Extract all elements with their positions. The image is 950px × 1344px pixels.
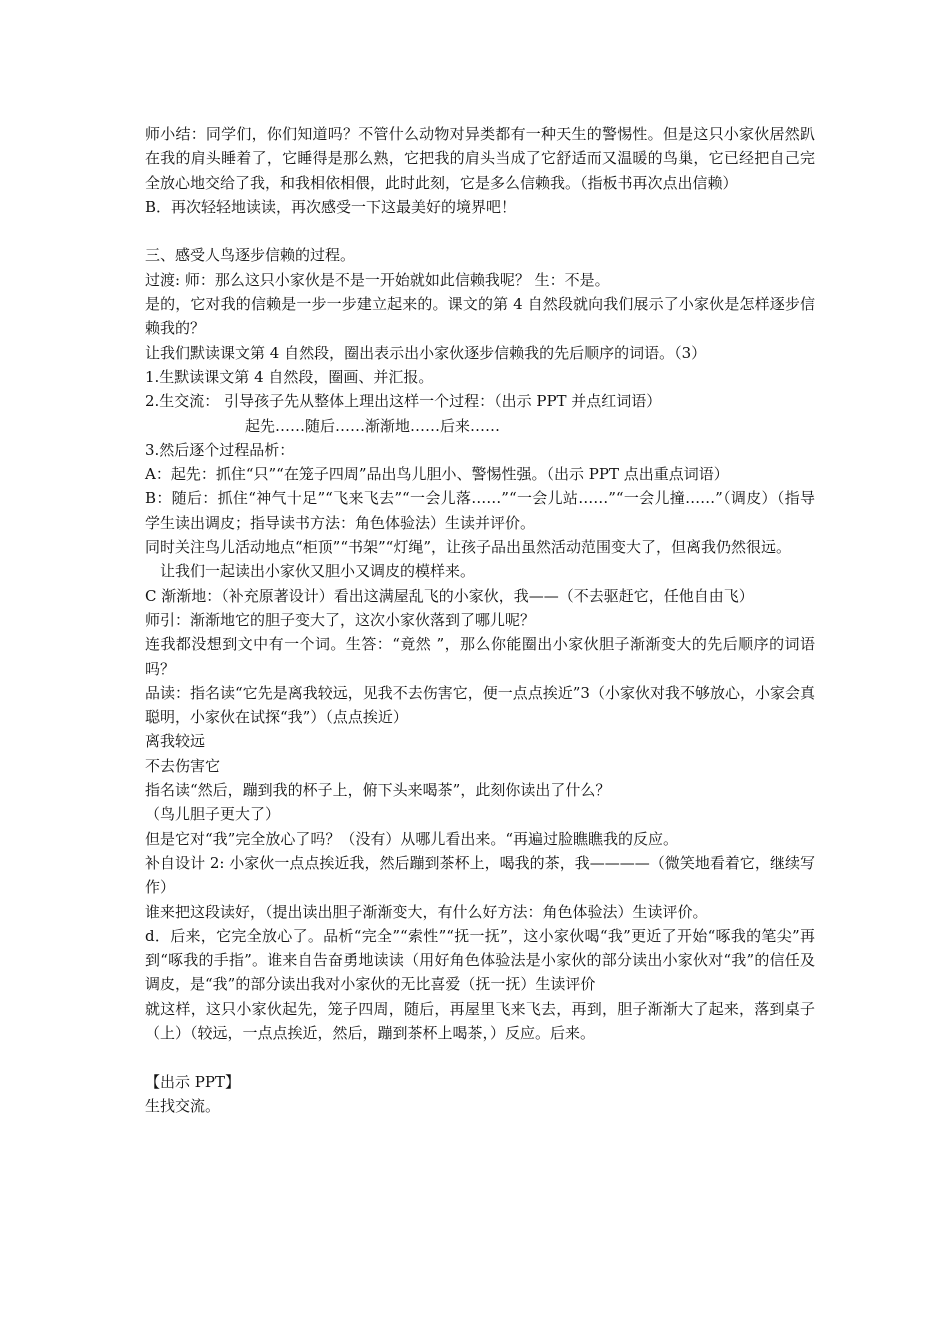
paragraph: A：起先：抓住“只”“在笼子四周”品出鸟儿胆小、警惕性强。（出示 PPT 点出重点词语） — [145, 465, 729, 484]
paragraph: 不去伤害它 — [145, 756, 221, 775]
paragraph: 是的，它对我的信赖是一步一步建立起来的。课文的第 4 自然段就向我们展示了小家伙是怎样逐步信赖我的？ — [145, 295, 815, 338]
paragraph: 生找交流。 — [145, 1096, 221, 1115]
paragraph: 三、感受人鸟逐步信赖的过程。 — [145, 246, 356, 265]
document-page — [145, 122, 815, 1118]
paragraph: B．再次轻轻地读读，再次感受一下这最美好的境界吧！ — [145, 197, 517, 216]
paragraph: 【出示 PPT】 — [145, 1072, 240, 1091]
paragraph: 1.生默读课文第 4 自然段，圈画、并汇报。 — [145, 367, 434, 386]
paragraph: 指名读“然后，蹦到我的杯子上，俯下头来喝茶”，此刻你读出了什么？ — [145, 781, 611, 800]
paragraph: C 渐渐地：（补充原著设计）看出这满屋乱飞的小家伙，我——（不去驱赶它，任他自由飞） — [145, 586, 754, 605]
paragraph: d．后来，它完全放心了。品析“完全”“索性”“抚一抚”，这小家伙喝“我”更近了开始“啄我的笔尖”再到“啄我的手指”。谁来自告奋勇地读读（用好角色体验法是小家伙的部分读出小家伙对“我”的信任及调皮，是“我”的部分读出我对小家伙的无比喜爱（抚一抚）生读评价 — [145, 926, 815, 994]
paragraph: 补自设计 2: 小家伙一点点挨近我，然后蹦到茶杯上，喝我的茶，我————（微笑地看着它，继续写作） — [145, 853, 815, 897]
paragraph: 师引：渐渐地它的胆子变大了，这次小家伙落到了哪儿呢？ — [145, 610, 536, 629]
paragraph: 2.生交流： 引导孩子先从整体上理出这样一个过程：（出示 PPT 并点红词语） — [145, 392, 662, 411]
blank-line — [145, 219, 815, 243]
paragraph: 起先……随后……渐渐地……后来…… — [245, 416, 501, 435]
paragraph: 但是它对“我”完全放心了吗？（没有）从哪儿看出来。“再遍过脸瞧瞧我的反应。 — [145, 829, 679, 848]
paragraph: B：随后：抓住“神气十足”“飞来飞去”“一会儿落……”“一会儿站……”“一会儿撞……”（调皮）（指导学生读出调皮；指导读书方法：角色体验法）生读并评价。 — [145, 489, 815, 532]
paragraph: 师小结：同学们，你们知道吗？不管什么动物对异类都有一种天生的警惕性。但是这只小家伙居然趴在我的肩头睡着了，它睡得是那么熟，它把我的肩头当成了它舒适而又温暖的鸟巢，它已经把自己完全放心地交给了我，和我相依相偎，此时此刻，它是多么信赖我。（指板书再次点出信赖） — [145, 125, 815, 192]
paragraph: 让我们一起读出小家伙又胆小又调皮的模样来。 — [160, 562, 476, 581]
paragraph: 连我都没想到文中有一个词。生答：“竟然 ”，那么你能圈出小家伙胆子渐渐变大的先后顺序的词语吗？ — [145, 635, 815, 678]
paragraph: （鸟儿胆子更大了） — [145, 805, 281, 824]
paragraph: 过渡: 师：那么这只小家伙是不是一开始就如此信赖我呢？ 生：不是。 — [145, 270, 610, 289]
paragraph: 同时关注鸟儿活动地点“柜顶”“书架”“灯绳”，让孩子品出虽然活动范围变大了，但离我仍然很远。 — [145, 538, 792, 557]
blank-line — [145, 1045, 815, 1069]
paragraph: 离我较远 — [145, 732, 206, 751]
paragraph: 谁来把这段读好，（提出读出胆子渐渐变大，有什么好方法：角色体验法）生读评价。 — [145, 902, 708, 921]
paragraph: 就这样，这只小家伙起先，笼子四周，随后，再屋里飞来飞去，再到，胆子渐渐大了起来，落到桌子（上）（较远，一点点挨近，然后，蹦到茶杯上喝茶，）反应。后来。 — [145, 999, 815, 1042]
paragraph: 让我们默读课文第 4 自然段，圈出表示出小家伙逐步信赖我的先后顺序的词语。（3） — [145, 343, 707, 362]
paragraph: 3.然后逐个过程品析： — [145, 440, 295, 459]
paragraph: 品读：指名读“它先是离我较远，见我不去伤害它，便一点点挨近”3（小家伙对我不够放心，小家会真聪明，小家伙在试探“我”）（点点挨近） — [145, 683, 815, 727]
